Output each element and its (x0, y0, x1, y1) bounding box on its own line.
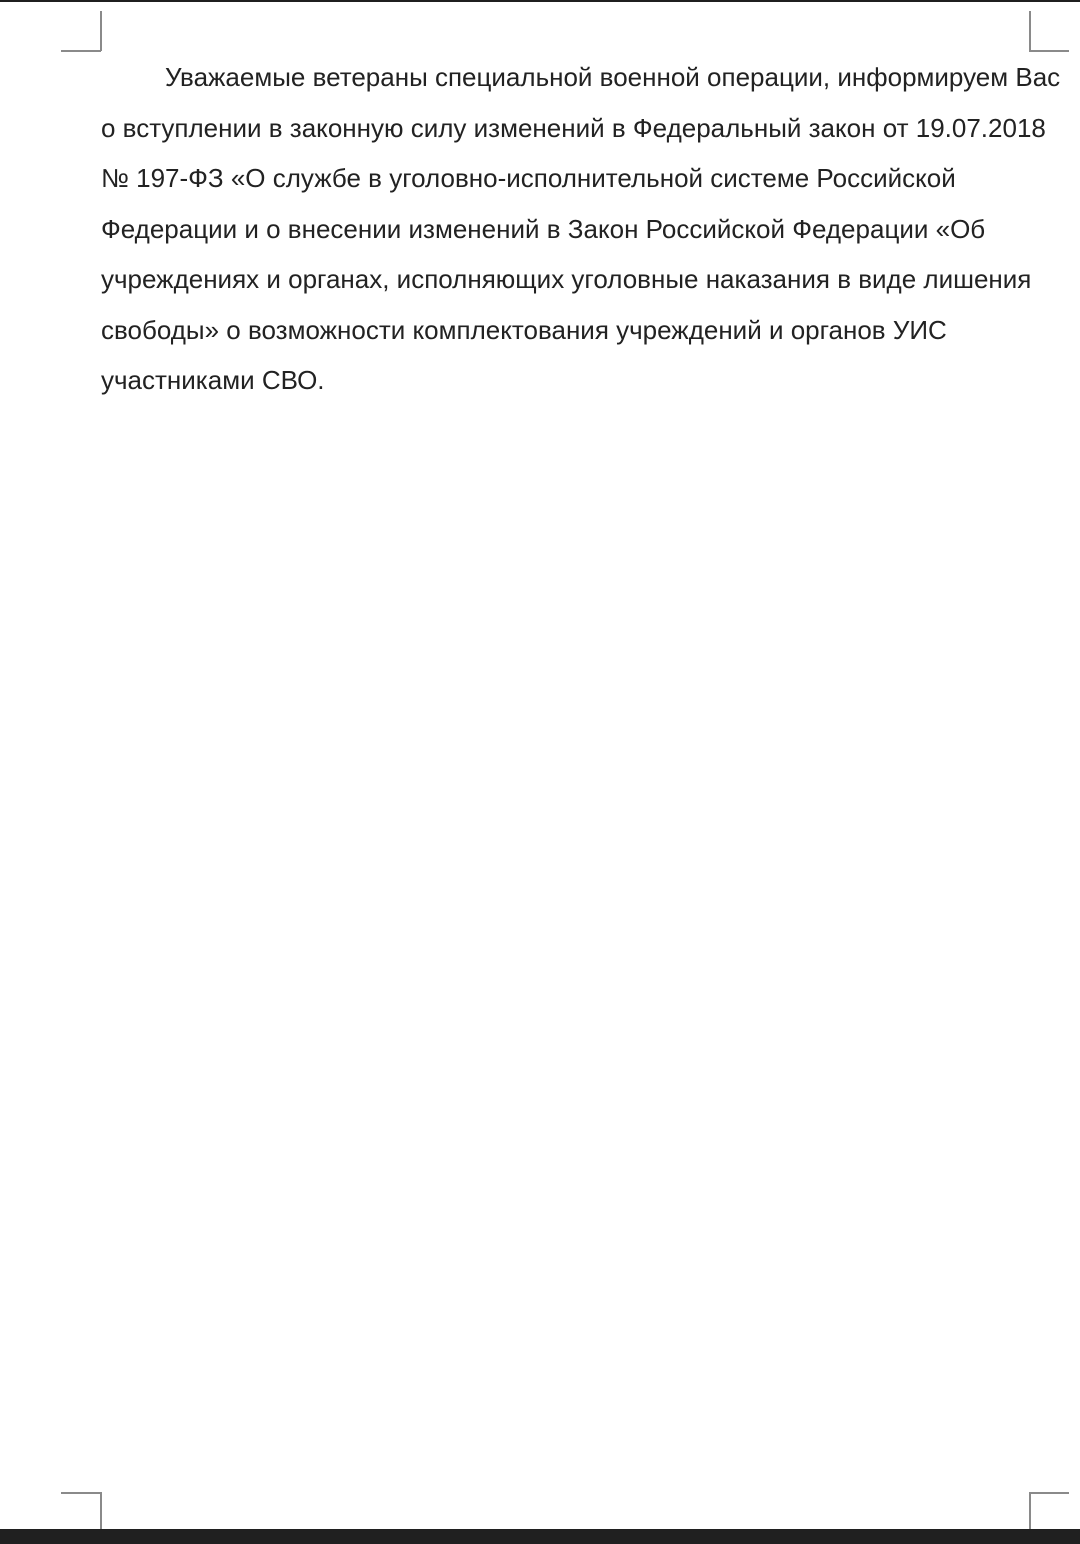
paragraph-line: свободы» о возможности комплектования учреждений и органов УИС (101, 314, 947, 345)
paragraph-line: участниками СВО. (101, 365, 325, 395)
paragraph-line: № 197-ФЗ «О службе в уголовно-исполнительной системе Российской (101, 163, 956, 193)
margin-mark-top-right-vertical (1029, 11, 1031, 51)
margin-mark-top-left-horizontal (61, 50, 101, 52)
margin-mark-bottom-left-vertical (100, 1492, 102, 1532)
body-paragraph (101, 52, 1061, 406)
margin-mark-bottom-left-horizontal (61, 1492, 101, 1494)
bottom-bar (0, 1529, 1080, 1544)
margin-mark-bottom-right-horizontal (1029, 1492, 1069, 1494)
margin-mark-top-left-vertical (100, 11, 102, 51)
margin-mark-bottom-right-vertical (1029, 1492, 1031, 1532)
paragraph-line: Уважаемые ветераны специальной военной операции, информируем Вас (165, 62, 1061, 92)
paragraph-line: о вступлении в законную силу изменений в Федеральный закон от 19.07.2018 (101, 112, 1046, 143)
paragraph-line: учреждениях и органах, исполняющих уголовные наказания в виде лишения (101, 264, 1032, 294)
paragraph-line: Федерации и о внесении изменений в Закон Российской Федерации «Об (101, 213, 986, 244)
